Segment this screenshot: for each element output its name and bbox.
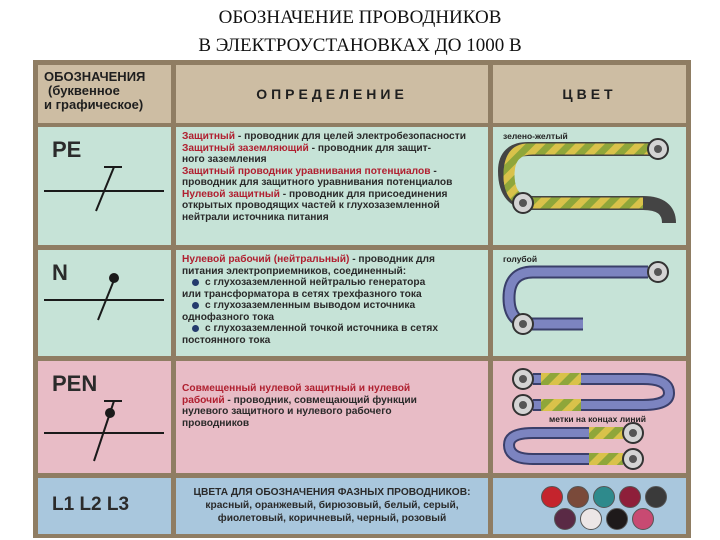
row-pe-definition [176,127,488,245]
row-phase-colors [493,478,686,534]
row-phase-definition [176,478,488,534]
phase-color-swatches [493,478,686,534]
conductor-table [33,60,691,538]
pen-line: Совмещенный нулевой защитный и нулевой [182,383,411,394]
phase-color-swatch [567,486,589,508]
pe-line: Защитный заземляющий - проводник для защит- [182,142,432,154]
phase-color-swatch [619,486,641,508]
phase-color-swatch [606,508,628,530]
row-phase-symbol [38,478,171,534]
n-line: с глухозаземленным выводом источника [182,300,482,312]
header-designations-line-2: (буквенное [48,83,120,98]
blue-wire-image [493,250,686,356]
pen-line: рабочий - проводник, совмещающий функции [182,394,417,406]
row-pen-color [493,361,686,473]
header-color: ЦВЕТ [493,65,686,123]
row-n-color [493,250,686,356]
pe-line: Защитный проводник уравнивания потенциалов - [182,165,437,177]
pe-line: Нулевой защитный - проводник для присоединения [182,188,448,200]
code-pen: PEN [52,371,98,396]
pen-graphic-symbol [38,361,171,473]
phase-color-swatch [554,508,576,530]
n-line: с глухозаземленной точкой источника в сетях [182,323,482,335]
bullet-icon [192,302,199,309]
phase-color-swatch [580,508,602,530]
pen-line: проводников [182,417,250,429]
header-designations [38,65,171,123]
bullet-icon [192,325,199,332]
phase-color-swatch [645,486,667,508]
header-designations-line-1: ОБОЗНАЧЕНИЯ [44,69,146,84]
n-line: с глухозаземленной нейтралью генератора [182,277,482,289]
pe-line: Защитный - проводник для целей электробезопасности [182,131,466,142]
header-designations-line-3: и графическое) [44,97,144,112]
pe-line: проводник для защитного уравнивания потенциалов [182,177,453,188]
n-line: Нулевой рабочий (нейтральный) - проводник для [182,254,435,265]
row-n-definition [176,250,488,356]
phase-color-swatch [593,486,615,508]
row-n-symbol [38,250,171,356]
phase-line-2: красный, оранжевый, бирюзовый, белый, серый, [205,500,459,511]
n-line: однофазного тока [182,311,275,323]
code-pe: PE [52,137,82,162]
pe-line: открытых проводящих частей к глухозаземленной [182,200,440,211]
code-n: N [52,260,68,285]
phase-color-swatch [541,486,563,508]
n-wire-label: голубой [503,254,538,264]
pen-line: нулевого защитного и нулевого рабочего [182,406,392,417]
pe-line: ного заземления [182,154,267,165]
row-pe-symbol [38,127,171,245]
row-pen-definition [176,361,488,473]
page-title-line-1: ОБОЗНАЧЕНИЕ ПРОВОДНИКОВ [218,7,502,28]
phase-color-swatch [632,508,654,530]
row-pen-symbol [38,361,171,473]
n-line: питания электроприемников, соединенный: [182,265,407,277]
green-yellow-wire-image [493,127,686,245]
phase-codes: L1 L2 L3 [52,494,130,515]
n-graphic-symbol [38,250,171,356]
phase-line-3: фиолетовый, коричневый, черный, розовый [217,513,447,524]
bullet-icon [192,279,199,286]
header-definition: ОПРЕДЕЛЕНИЕ [176,65,488,123]
n-line: постоянного тока [182,334,271,346]
phase-line-1: ЦВЕТА ДЛЯ ОБОЗНАЧЕНИЯ ФАЗНЫХ ПРОВОДНИКОВ: [193,487,471,498]
pe-graphic-symbol [38,127,171,245]
page-title-line-2: В ЭЛЕКТРОУСТАНОВКАХ ДО 1000 В [198,35,522,56]
n-line: или трансформатора в сетях трехфазного тока [182,288,422,300]
pe-wire-label: зелено-желтый [503,131,568,141]
pen-wire-label: метки на концах линий [549,414,646,424]
pe-line: нейтрали источника питания [182,211,329,223]
row-pe-color [493,127,686,245]
